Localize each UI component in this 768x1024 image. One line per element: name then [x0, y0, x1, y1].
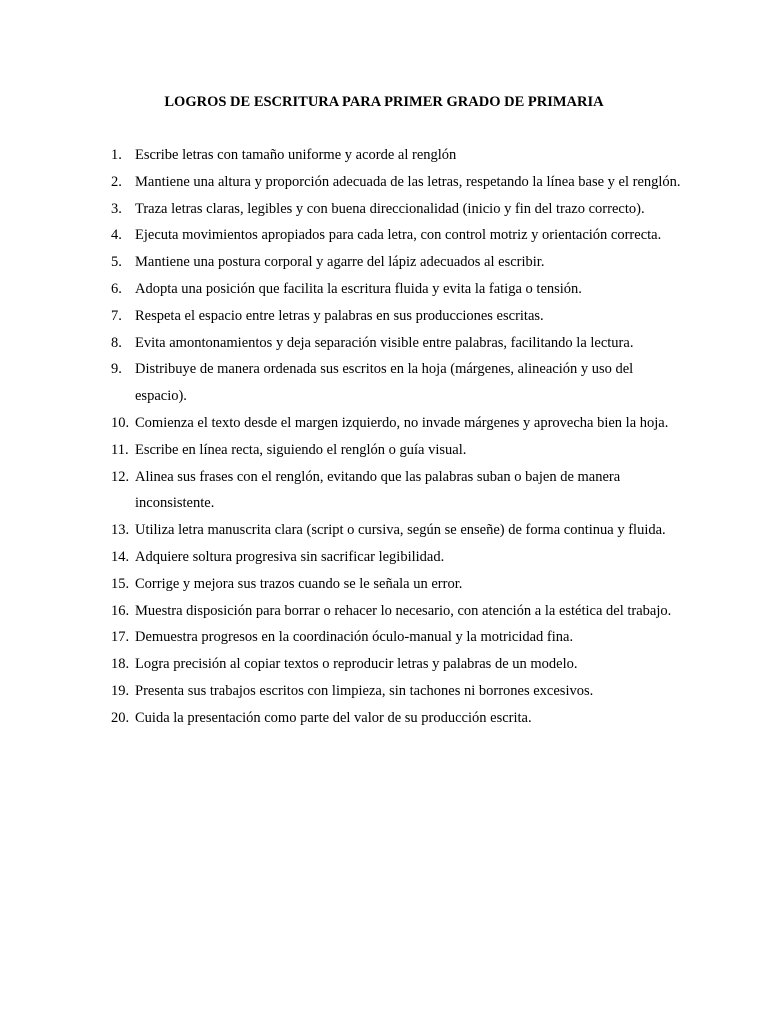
- item-text: Logra precisión al copiar textos o reproducir letras y palabras de un modelo.: [135, 656, 578, 673]
- item-number: 1.: [111, 147, 122, 163]
- item-text: Respeta el espacio entre letras y palabras en sus producciones escritas.: [135, 307, 544, 324]
- item-number: 16.: [111, 602, 130, 619]
- list-item: [111, 410, 681, 437]
- item-number: 10.: [111, 414, 130, 431]
- item-text: Cuida la presentación como parte del valor de su producción escrita.: [135, 709, 532, 726]
- item-text: Alinea sus frases con el renglón, evitando que las palabras suban o bajen de manera inconsistente.: [135, 468, 621, 512]
- list-item: [111, 303, 681, 330]
- list-item: [111, 598, 681, 625]
- item-text: Muestra disposición para borrar o rehacer lo necesario, con atención a la estética del trabajo.: [135, 602, 672, 619]
- list-item: [111, 196, 681, 223]
- list-item: [111, 437, 681, 464]
- item-number: 3.: [111, 200, 122, 217]
- item-number: 4.: [111, 227, 122, 244]
- list-item: [111, 356, 681, 410]
- item-number: 12.: [111, 468, 130, 485]
- item-text: Demuestra progresos en la coordinación óculo-manual y la motricidad fina.: [135, 629, 574, 646]
- list-item: [111, 169, 681, 196]
- item-number: 15.: [111, 575, 130, 592]
- list-item: [111, 249, 681, 276]
- item-text: Distribuye de manera ordenada sus escritos en la hoja (márgenes, alineación y uso del espacio).: [135, 361, 634, 405]
- list-item: [111, 651, 681, 678]
- item-number: 6.: [111, 280, 122, 297]
- achievements-list: [111, 142, 681, 732]
- item-text: Ejecuta movimientos apropiados para cada letra, con control motriz y orientación correcta.: [135, 227, 662, 244]
- item-number: 8.: [111, 334, 122, 351]
- item-number: 14.: [111, 548, 130, 565]
- item-number: 19.: [111, 682, 130, 699]
- item-text: Mantiene una postura corporal y agarre del lápiz adecuados al escribir.: [135, 254, 545, 271]
- item-number: 9.: [111, 361, 122, 378]
- item-text: Mantiene una altura y proporción adecuada de las letras, respetando la línea base y el renglón.: [135, 173, 681, 190]
- item-text: Adopta una posición que facilita la escritura fluida y evita la fatiga o tensión.: [135, 280, 582, 297]
- list-item: [111, 544, 681, 571]
- item-number: 7.: [111, 307, 122, 324]
- item-text: Comienza el texto desde el margen izquierdo, no invade márgenes y aprovecha bien la hoja.: [135, 414, 669, 431]
- item-text: Corrige y mejora sus trazos cuando se le señala un error.: [135, 575, 463, 592]
- item-text: Evita amontonamientos y deja separación visible entre palabras, facilitando la lectura.: [135, 334, 634, 351]
- item-number: 17.: [111, 629, 130, 646]
- item-text: Escribe en línea recta, siguiendo el renglón o guía visual.: [135, 441, 467, 458]
- list-item: [111, 464, 681, 518]
- item-number: 5.: [111, 254, 122, 271]
- list-item: [111, 571, 681, 598]
- list-item: [111, 142, 681, 169]
- list-item: [111, 705, 681, 732]
- item-text: Traza letras claras, legibles y con buena direccionalidad (inicio y fin del trazo correcto).: [135, 200, 645, 217]
- list-item: [111, 678, 681, 705]
- item-text: Utiliza letra manuscrita clara (script o cursiva, según se enseñe) de forma continua y fluida.: [135, 522, 666, 539]
- list-item: [111, 517, 681, 544]
- item-text: Adquiere soltura progresiva sin sacrificar legibilidad.: [135, 548, 445, 565]
- document-title: LOGROS DE ESCRITURA PARA PRIMER GRADO DE PRIMARIA: [164, 94, 604, 110]
- list-item: [111, 276, 681, 303]
- list-item: [111, 330, 681, 357]
- item-number: 11.: [111, 441, 129, 458]
- item-number: 18.: [111, 656, 130, 673]
- item-number: 2.: [111, 173, 122, 190]
- list-item: [111, 222, 681, 249]
- list-item: [111, 624, 681, 651]
- item-text: Escribe letras con tamaño uniforme y acorde al renglón: [135, 147, 457, 163]
- item-text: Presenta sus trabajos escritos con limpieza, sin tachones ni borrones excesivos.: [135, 682, 594, 699]
- item-number: 13.: [111, 522, 130, 539]
- item-number: 20.: [111, 709, 130, 726]
